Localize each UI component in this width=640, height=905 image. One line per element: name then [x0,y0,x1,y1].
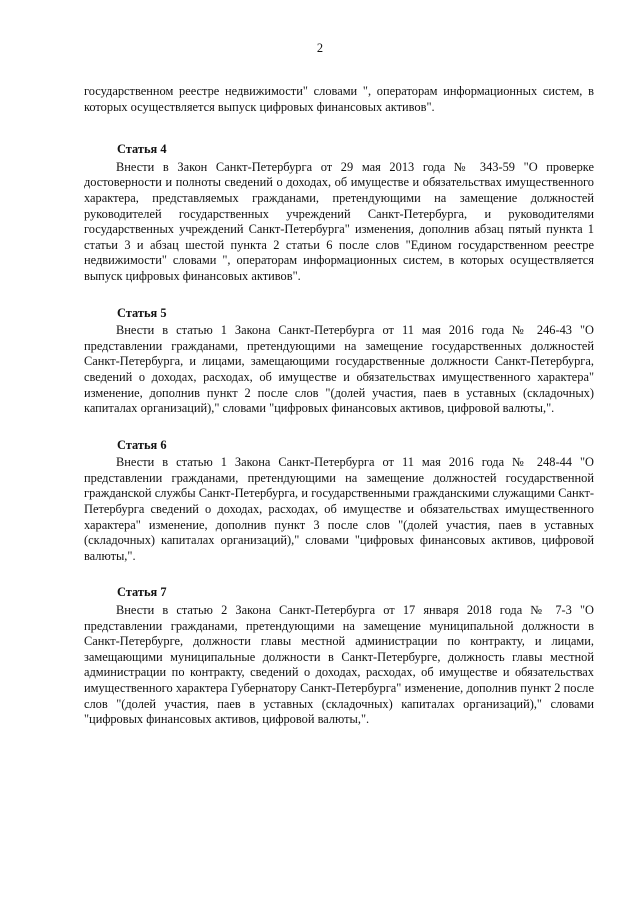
article-5 [84,306,594,417]
document-body [84,84,594,728]
article-text: Внести в Закон Санкт-Петербурга от 29 мая 2013 года № 343-59 "О проверке достоверности и полноты сведений о доходах, об имуществе и обязательствах имущественного характера, представляемых гражданами, претендующими на замещение должностей руководителей государственных учреждений Санкт-Петербурга, и руководителями государственных учреждений Санкт-Петербурга" изменения, дополнив абзац пятый пункта 1 статьи 3 и абзац шестой пункта 2 статьи 6 после слов "Едином государственном реестре недвижимости" словами ", операторам информационных систем, в которых осуществляется выпуск цифровых финансовых активов". [84,159,594,283]
page-number: 2 [316,41,324,55]
article-title: Статья 5 [117,305,167,320]
article-title: Статья 7 [117,585,167,600]
article-text: Внести в статью 1 Закона Санкт-Петербурга от 11 мая 2016 года № 248-44 "О представлении гражданами, претендующими на замещение должностей государственной гражданской службы Санкт-Петербурга, и государственными гражданскими служащими Санкт-Петербурга сведений о доходах, расходах, об имуществе и обязательствах имущественного характера" изменение, дополнив пункт 3 после слов "(долей участия, паев в уставных (складочных) капиталах организаций)," словами "цифровых финансовых активов, цифровой валюты,". [84,455,594,563]
article-text: Внести в статью 1 Закона Санкт-Петербурга от 11 мая 2016 года № 246-43 "О представлении гражданами, претендующими на замещение государственных должностей Санкт-Петербурга, и лицами, замещающими государственные должности Санкт-Петербурга, сведений о доходах, расходах, об имуществе и обязательствах имущественного характера" изменение, дополнив пункт 2 после слов "(долей участия, паев в уставных (складочных) капиталах организаций)," словами "цифровых финансовых активов, цифровой валюты,". [84,323,594,416]
article-text: Внести в статью 2 Закона Санкт-Петербурга от 17 января 2018 года № 7-3 "О представлении гражданами, претендующими на замещение муниципальной должности в Санкт-Петербурге, должности главы местной администрации по контракту, и лицами, замещающими муниципальные должности в Санкт-Петербурге, должность главы местной администрации по контракту, сведений о доходах, расходах, об имуществе и обязательствах имущественного характера Губернатору Санкт-Петербурга" изменение, дополнив пункт 2 после слов "(долей участия, паев в уставных (складочных) капиталах организаций)," словами "цифровых финансовых активов, цифровой валюты,". [84,603,594,727]
article-7 [84,585,594,727]
article-title: Статья 6 [117,437,167,452]
article-title: Статья 4 [117,142,167,157]
article-6 [84,438,594,565]
article-4 [84,142,594,284]
continuation-paragraph: государственном реестре недвижимости" словами ", операторам информационных систем, в которых осуществляется выпуск цифровых финансовых активов". [84,84,594,114]
